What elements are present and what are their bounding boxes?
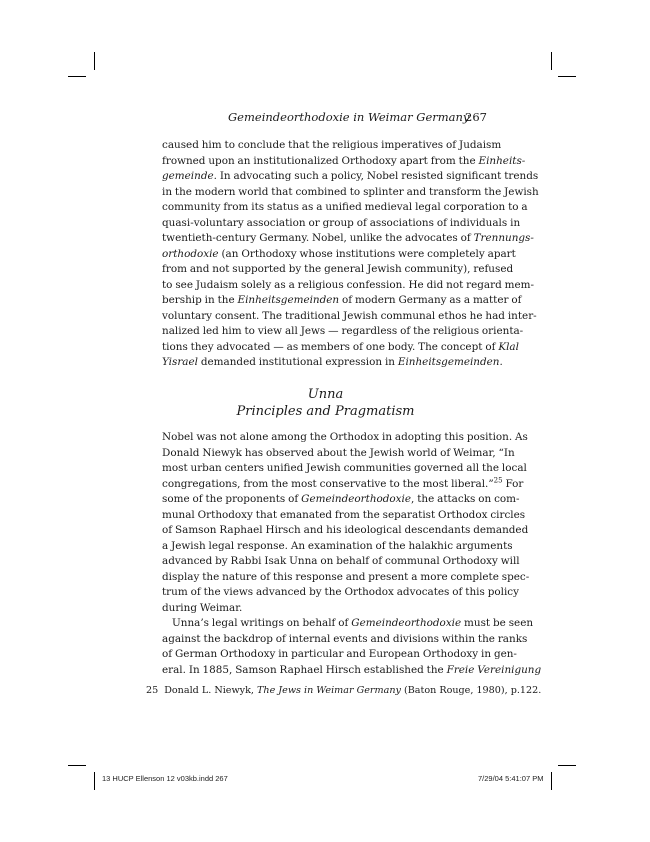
text-run: Klal <box>498 340 519 353</box>
text-line <box>162 185 539 201</box>
text-line <box>162 293 522 309</box>
text-run: some of the proponents of <box>162 493 302 505</box>
text-line <box>162 523 529 539</box>
text-line <box>162 247 516 263</box>
text-run: advanced by Rabbi Isak Unna on behalf of communal Orthodoxy will <box>162 555 520 567</box>
footnote-author: Donald L. Niewyk, <box>164 685 257 696</box>
running-title: Gemeindeorthodoxie in Weimar Germany <box>228 110 470 124</box>
text-run: from and not supported by the general Jewish community), refused <box>162 263 514 275</box>
running-header <box>162 110 489 128</box>
footnote <box>146 685 542 696</box>
text-line <box>162 476 524 493</box>
text-run: of modern Germany as a matter of <box>339 294 522 306</box>
slug-file-info: 13 HUCP Ellenson 12 v03kb.indd 267 <box>102 774 228 783</box>
footnote-book-title: The Jews in Weimar Germany <box>257 685 401 696</box>
text-run: voluntary consent. The traditional Jewish communal ethos he had inter- <box>162 309 537 322</box>
text-run: Unna’s legal writings on behalf of <box>172 617 352 629</box>
paragraph-2-block <box>162 430 530 616</box>
text-run: . <box>499 356 503 368</box>
text-run: to see Judaism solely as a religious confession. He did not regard mem- <box>162 278 535 291</box>
text-run: gemeinde <box>162 170 214 182</box>
text-run: 25 <box>493 476 503 485</box>
text-run: most urban centers unified Jewish communities governed all the local <box>162 462 527 474</box>
text-run: eral. In 1885, Samson Raphael Hirsch established the <box>162 663 447 676</box>
text-run: Trennungs- <box>473 232 534 244</box>
text-run: bership in the <box>162 294 238 306</box>
text-line <box>162 216 521 232</box>
text-run: munal Orthodoxy that emanated from the separatist Orthodox circles <box>162 508 526 521</box>
crop-mark-br-h <box>558 765 576 766</box>
page-number: 267 <box>465 110 487 124</box>
text-line <box>162 616 534 632</box>
text-run: tions they advocated — as members of one body. The concept of <box>162 340 499 353</box>
text-line <box>162 461 527 477</box>
footnote-number: 25 <box>146 685 159 696</box>
text-line <box>162 169 539 185</box>
text-run: orthodoxie <box>162 247 219 260</box>
crop-mark-bl-v <box>94 772 95 790</box>
text-run: . In advocating such a policy, Nobel resisted significant trends <box>213 170 539 182</box>
text-run: twentieth-century Germany. Nobel, unlike the advocates of <box>162 232 474 244</box>
text-run: Einheitsgemeinden <box>397 356 500 368</box>
text-line <box>162 309 537 325</box>
text-run: demanded institutional expression in <box>197 356 398 368</box>
text-run: Einheitsgemeinden <box>237 294 340 306</box>
text-run: congregations, from the most conservative to the most liberal.” <box>162 477 494 490</box>
text-line <box>162 231 534 247</box>
text-run: Freie Vereinigung <box>446 663 542 676</box>
section-heading-title: Unna <box>307 387 344 402</box>
crop-mark-bl-h <box>68 765 86 766</box>
text-line <box>162 632 528 648</box>
text-run: against the backdrop of internal events and divisions within the ranks <box>162 632 528 645</box>
text-run: caused him to conclude that the religious imperatives of Judaism <box>162 139 502 151</box>
section-heading-subtitle: Principles and Pragmatism <box>236 404 415 419</box>
text-run: , the attacks on com- <box>411 493 520 505</box>
text-line <box>162 647 517 663</box>
text-line <box>162 262 514 278</box>
text-run: during Weimar. <box>162 601 243 614</box>
text-line <box>162 601 489 617</box>
text-run: of Samson Raphael Hirsch and his ideological descendants demanded <box>162 524 529 536</box>
text-run: frowned upon an institutionalized Orthodoxy apart from the <box>162 154 479 167</box>
text-line <box>162 663 542 679</box>
text-line <box>162 508 526 524</box>
slug-timestamp: 7/29/04 5:41:07 PM <box>478 774 544 783</box>
text-line <box>162 200 528 216</box>
text-run: Donald Niewyk has observed about the Jewish world of Weimar, “In <box>162 446 515 459</box>
text-run: display the nature of this response and present a more complete spec- <box>162 570 530 583</box>
text-line <box>162 138 502 154</box>
text-run: of German Orthodoxy in particular and European Orthodoxy in gen- <box>162 648 517 660</box>
crop-mark-tr-h <box>558 76 576 77</box>
text-line <box>162 324 524 340</box>
text-line <box>162 154 526 170</box>
text-run: quasi-voluntary association or group of associations of individuals in <box>162 216 521 229</box>
text-run: must be seen <box>461 617 534 629</box>
text-line <box>162 492 520 508</box>
text-line <box>162 355 503 371</box>
text-line <box>162 539 513 555</box>
crop-mark-tr-v <box>551 52 552 70</box>
text-run: nalized led him to view all Jews — regardless of the religious orienta- <box>162 325 524 337</box>
text-line <box>162 570 530 586</box>
text-run: (an Orthodoxy whose institutions were completely apart <box>218 247 516 260</box>
text-run: in the modern world that combined to splinter and transform the Jewish <box>162 185 539 198</box>
text-line <box>162 340 519 356</box>
text-run: community from its status as a unified medieval legal corporation to a <box>162 201 528 213</box>
text-line <box>162 554 520 570</box>
text-run: Yisrael <box>162 356 198 368</box>
text-line <box>162 585 519 601</box>
text-line <box>162 278 535 294</box>
paragraph-3-block <box>162 616 542 678</box>
crop-mark-tl-v <box>94 52 95 70</box>
crop-mark-tl-h <box>68 76 86 77</box>
text-run: For <box>502 477 524 490</box>
text-run: a Jewish legal response. An examination of the halakhic arguments <box>162 539 513 552</box>
text-line <box>162 446 515 462</box>
text-run: Einheits- <box>478 154 526 167</box>
body-paragraph-1 <box>162 138 539 371</box>
footnote-publication: (Baton Rouge, 1980), p.122. <box>400 685 542 696</box>
text-run: Nobel was not alone among the Orthodox in adopting this position. As <box>162 431 528 443</box>
crop-mark-br-v <box>551 772 552 790</box>
text-run: trum of the views advanced by the Orthodox advocates of this policy <box>162 586 519 598</box>
text-line <box>162 430 528 446</box>
text-run: Gemeindeorthodoxie <box>351 617 462 629</box>
body-paragraph-2 <box>162 430 542 678</box>
text-run: Gemeindeorthodoxie <box>301 493 412 505</box>
